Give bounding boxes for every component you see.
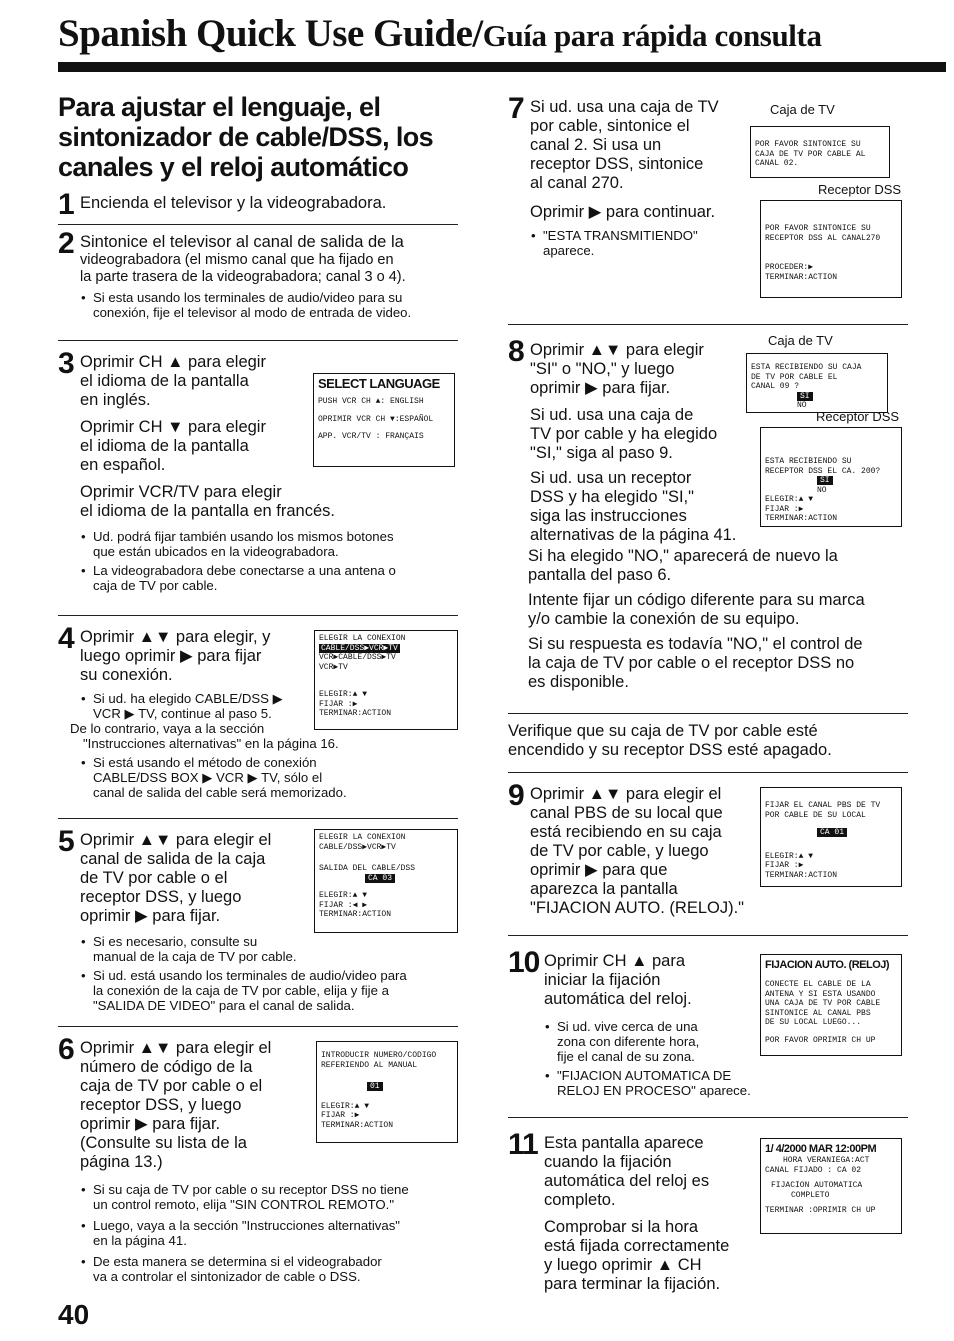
osd-line: ANTENA Y SI ESTA USANDO xyxy=(765,989,876,999)
bullet-line: • De esta manera se determina si el videograbador xyxy=(93,1254,382,1269)
note-text: encendido y su receptor DSS esté apagado. xyxy=(508,741,832,759)
step-text: "FIJACION AUTO. (RELOJ)." xyxy=(530,899,745,917)
page-number: 40 xyxy=(58,1299,90,1330)
osd-line: SALIDA DEL CABLE/DSS xyxy=(319,864,416,873)
osd-line: FIJAR :▶ xyxy=(319,699,358,709)
bullet-line: • Ud. podrá fijar también usando los mismos botones xyxy=(93,529,394,544)
osd-receiving-cable xyxy=(746,353,888,413)
step-number: 4 xyxy=(58,622,74,655)
osd-auto-clock xyxy=(760,954,902,1056)
step-number: 11 xyxy=(508,1128,538,1161)
bullet-line: va a controlar el sintonizador de cable o DSS. xyxy=(93,1269,361,1284)
step-text: "SI," siga al paso 9. xyxy=(530,444,673,462)
bullet-line: CABLE/DSS BOX ▶ VCR ▶ TV, sólo el xyxy=(93,770,323,785)
step-text: Si ud. usa una caja de TV xyxy=(530,98,719,116)
osd-line: ESTA RECIBIENDO SU CAJA xyxy=(751,363,862,372)
bullet-line: fije el canal de su zona. xyxy=(557,1049,695,1064)
verify-note xyxy=(508,714,908,773)
osd-option-no: NO xyxy=(797,401,807,410)
osd-line: CONECTE EL CABLE DE LA xyxy=(765,980,871,989)
bullet xyxy=(80,290,458,320)
label-dss: Receptor DSS xyxy=(816,409,900,424)
osd-line: TERMINAR:ACTION xyxy=(765,272,838,282)
bullet xyxy=(80,1182,458,1212)
bullet-line: • Si ud. vive cerca de una xyxy=(557,1019,698,1034)
step-text: cuando la fijación xyxy=(544,1153,672,1171)
osd-line: FIJACION AUTOMATICA xyxy=(771,1181,863,1190)
bullet-line: • Si es necesario, consulte su xyxy=(93,934,258,949)
osd-title: FIJACION AUTO. (RELOJ) xyxy=(765,959,890,971)
step-text: caja de TV por cable o el xyxy=(80,1077,263,1095)
step-7 xyxy=(508,92,908,325)
step-text: canal de salida de la caja xyxy=(80,850,266,868)
osd-line: FIJAR :▶ xyxy=(765,861,804,870)
step-text: Esta pantalla aparece xyxy=(544,1134,704,1152)
step-text: Encienda el televisor y la videograbadora. xyxy=(80,194,387,212)
osd-line: ELEGIR:▲ ▼ xyxy=(319,690,368,699)
osd-line: ESTA RECIBIENDO SU xyxy=(765,457,852,466)
osd-tune-dss xyxy=(760,200,902,298)
step-text: de TV por cable, y luego xyxy=(530,842,709,860)
step-text: es disponible. xyxy=(528,673,629,691)
note-text: Verifique que su caja de TV por cable esté xyxy=(508,722,818,740)
osd-line: POR FAVOR SINTONICE SU xyxy=(755,140,861,149)
bullet xyxy=(544,1068,908,1098)
osd-line: REFERIENDO AL MANUAL xyxy=(321,1060,418,1070)
osd-line: FIJAR :▶ xyxy=(765,504,804,514)
osd-line: PROCEDER:▶ xyxy=(765,263,814,272)
label-cable-box: Caja de TV xyxy=(770,102,835,117)
heading-line: Para ajustar el lenguaje, el xyxy=(58,92,381,122)
step-text: el idioma de la pantalla xyxy=(80,372,249,390)
osd-channel-chip: CA 03 xyxy=(365,874,395,883)
bullet-line: • "ESTA TRANSMITIENDO" xyxy=(543,228,698,243)
step-text: Oprimir ▲▼ para elegir el xyxy=(530,785,722,803)
osd-line: CAJA DE TV POR CABLE AL xyxy=(755,149,866,159)
right-column xyxy=(508,92,908,1314)
bullet-line: en la página 41. xyxy=(93,1233,187,1248)
bullet-line: manual de la caja de TV por cable. xyxy=(93,949,297,964)
step-text: automática del reloj es xyxy=(544,1172,710,1190)
step-text: Sintonice el televisor al canal de salida de la xyxy=(80,233,404,251)
step-text: Si su respuesta es todavía "NO," el control de xyxy=(528,635,863,653)
osd-line: ELEGIR:▲ ▼ xyxy=(765,495,814,504)
osd-line: RECEPTOR DSS AL CANAL270 xyxy=(765,233,881,243)
osd-line: TERMINAR:ACTION xyxy=(321,1120,394,1130)
bullet xyxy=(80,529,458,559)
osd-title: SELECT LANGUAGE xyxy=(318,376,440,391)
label-cable-box: Caja de TV xyxy=(768,333,833,348)
step-text: siga las instrucciones xyxy=(530,507,687,525)
osd-title: 1/ 4/2000 MAR 12:00PM xyxy=(765,1143,877,1155)
osd-line: FIJAR :◀ ▶ xyxy=(319,900,368,910)
step-text: para terminar la fijación. xyxy=(544,1275,721,1293)
step-text: de TV por cable o el xyxy=(80,869,228,887)
step-8 xyxy=(508,325,908,714)
osd-line: UNA CAJA DE TV POR CABLE xyxy=(765,999,881,1008)
osd-select-language xyxy=(313,373,455,467)
step-text: el idioma de la pantalla en francés. xyxy=(80,502,335,520)
osd-highlight: CABLE/DSS▶VCR▶TV xyxy=(321,643,398,653)
step-number: 1 xyxy=(58,188,74,221)
step-11 xyxy=(508,1118,908,1314)
bullet-line: VCR ▶ TV, continue al paso 5. xyxy=(93,706,272,721)
step-text: página 13.) xyxy=(80,1153,163,1171)
osd-line: POR FAVOR SINTONICE SU xyxy=(765,224,871,233)
step-text: "Instrucciones alternativas" en la página 16. xyxy=(83,736,339,751)
step-text: alternativas de la página 41. xyxy=(530,526,737,544)
title-rule xyxy=(58,62,946,72)
step-6 xyxy=(58,1027,458,1304)
osd-line: ELEGIR LA CONEXION xyxy=(319,634,406,643)
osd-line: FIJAR EL CANAL PBS DE TV xyxy=(765,801,881,810)
bullet-line: • Si esta usando los terminales de audio/video para su xyxy=(93,290,403,305)
bullet-line: la conexión de la caja de TV por cable, elija y fije a xyxy=(93,983,389,998)
step-text: iniciar la fijación xyxy=(544,971,661,989)
bullet-line: un control remoto, elija "SIN CONTROL REMOTO." xyxy=(93,1197,395,1212)
step-text: oprimir ▶ para fijar. xyxy=(80,1115,221,1133)
step-text: Oprimir CH ▲ para xyxy=(544,952,686,970)
osd-line: TERMINAR:ACTION xyxy=(765,514,838,523)
osd-option-si: SI xyxy=(817,476,833,485)
step-text: en español. xyxy=(80,456,166,474)
step-text: Oprimir ▲▼ para elegir xyxy=(530,341,704,359)
bullet xyxy=(80,563,458,593)
step-text: (Consulte su lista de la xyxy=(80,1134,247,1152)
step-text: Comprobar si la hora xyxy=(544,1218,699,1236)
step-text: y luego oprimir ▲ CH xyxy=(544,1256,702,1274)
bullet-line: "SALIDA DE VIDEO" para el canal de salida. xyxy=(93,998,355,1013)
step-text: DSS y ha elegido "SI," xyxy=(530,488,694,506)
osd-line: CANAL FIJADO : CA 02 xyxy=(765,1165,862,1175)
step-text: la parte trasera de la videograbadora; canal 3 o 4). xyxy=(80,269,406,285)
osd-line: TERMINAR:ACTION xyxy=(765,870,838,880)
osd-line: ELEGIR LA CONEXION xyxy=(319,833,406,842)
osd-line: SINTONICE AL CANAL PBS xyxy=(765,1008,871,1018)
left-column xyxy=(58,92,458,1304)
osd-tune-cable xyxy=(750,126,890,178)
osd-receiving-dss xyxy=(760,427,902,527)
osd-line: TERMINAR:ACTION xyxy=(319,910,392,919)
osd-enter-code xyxy=(316,1041,458,1143)
step-number: 2 xyxy=(58,227,74,260)
step-text: Si ud. usa una caja de xyxy=(530,406,694,424)
osd-line: APP. VCR/TV : FRANÇAIS xyxy=(318,432,424,441)
bullet xyxy=(80,1254,458,1284)
step-text: está recibiendo en su caja xyxy=(530,823,722,841)
step-number: 3 xyxy=(58,347,74,380)
step-number: 8 xyxy=(508,335,524,368)
step-2 xyxy=(58,225,458,341)
step-text: la caja de TV por cable o el receptor DSS no xyxy=(528,654,855,672)
bullet-line: que están ubicados en la videograbadora. xyxy=(93,544,339,559)
step-text: por cable, sintonice el xyxy=(530,117,690,135)
osd-line: DE TV POR CABLE EL xyxy=(751,372,838,382)
bullet-line: • La videograbadora debe conectarse a una antena o xyxy=(93,563,396,578)
bullet-line: canal de salida del cable será memorizado. xyxy=(93,785,347,800)
step-text: receptor DSS, y luego xyxy=(80,888,242,906)
step-text: receptor DSS, y luego xyxy=(80,1096,242,1114)
step-text: Si ha elegido "NO," aparecerá de nuevo la xyxy=(528,547,838,565)
bullet xyxy=(80,755,458,800)
bullet xyxy=(80,1218,458,1248)
step-text: oprimir ▶ para fijar. xyxy=(530,379,671,397)
osd-line: TERMINAR:ACTION xyxy=(319,709,392,718)
step-text: Intente fijar un código diferente para su marca xyxy=(528,591,865,609)
osd-line: POR FAVOR OPRIMIR CH UP xyxy=(765,1035,876,1045)
osd-channel-chip: CA 01 xyxy=(817,828,847,837)
bullet-line: • "FIJACION AUTOMATICA DE xyxy=(557,1068,732,1083)
bullet-line: conexión, fije el televisor al modo de entrada de video. xyxy=(93,305,412,320)
step-text: Oprimir ▲▼ para elegir el xyxy=(80,1039,272,1057)
step-text: su conexión. xyxy=(80,666,173,684)
step-text: canal 2. Si usa un xyxy=(530,136,662,154)
osd-line: INTRODUCIR NUMERO/CODIGO xyxy=(321,1051,437,1060)
osd-line: ELEGIR:▲ ▼ xyxy=(321,1101,370,1111)
step-text: Oprimir ▶ para continuar. xyxy=(530,203,716,221)
heading-line: sintonizador de cable/DSS, los xyxy=(58,122,434,152)
step-text: Oprimir CH ▲ para elegir xyxy=(80,353,266,371)
bullet xyxy=(80,934,458,964)
step-text: Oprimir VCR/TV para elegir xyxy=(80,483,282,501)
step-text: Oprimir CH ▼ para elegir xyxy=(80,418,266,436)
step-text: canal PBS de su local que xyxy=(530,804,723,822)
osd-line: VCR▶TV xyxy=(319,662,348,672)
step-text: Oprimir ▲▼ para elegir el xyxy=(80,831,272,849)
bullet-line: • Si está usando el método de conexión xyxy=(93,755,317,770)
osd-line: CANAL 09 ? xyxy=(751,382,800,391)
osd-line: CANAL 02. xyxy=(755,159,799,168)
step-text: número de código de la xyxy=(80,1058,253,1076)
bullet-line: aparece. xyxy=(543,243,595,258)
osd-clock-complete xyxy=(760,1138,902,1234)
osd-line: RECEPTOR DSS EL CA. 200? xyxy=(765,466,881,476)
osd-line: DE SU LOCAL LUEGO... xyxy=(765,1018,862,1027)
step-4 xyxy=(58,616,458,819)
step-3 xyxy=(58,341,458,616)
step-text: videograbadora (el mismo canal que ha fijado en xyxy=(80,252,394,268)
osd-line: OPRIMIR VCR CH ▼:ESPAÑOL xyxy=(318,414,434,424)
step-text: receptor DSS, sintonice xyxy=(530,155,704,173)
osd-cable-output xyxy=(314,829,458,933)
title-main: Spanish Quick Use Guide/ xyxy=(58,12,483,55)
bullet-line: caja de TV por cable. xyxy=(93,578,218,593)
step-text: en inglés. xyxy=(80,391,151,409)
osd-line: FIJAR :▶ xyxy=(321,1111,360,1120)
osd-line: COMPLETO xyxy=(791,1190,830,1200)
osd-code-chip: 01 xyxy=(367,1082,383,1091)
step-5 xyxy=(58,819,458,1027)
step-number: 9 xyxy=(508,779,524,812)
osd-line: POR CABLE DE SU LOCAL xyxy=(765,810,866,820)
osd-select-connection xyxy=(314,630,458,730)
step-number: 7 xyxy=(508,92,524,125)
step-1 xyxy=(58,188,458,225)
label-dss: Receptor DSS xyxy=(818,182,902,197)
step-text: oprimir ▶ para fijar. xyxy=(80,907,221,925)
step-text: el idioma de la pantalla xyxy=(80,437,249,455)
step-text: está fijada correctamente xyxy=(544,1237,730,1255)
bullet-line: • Luego, vaya a la sección "Instrucciones alternativas" xyxy=(93,1218,400,1233)
osd-line: ELEGIR:▲ ▼ xyxy=(765,851,814,861)
osd-line: VCR▶CABLE/DSS▶TV xyxy=(319,653,396,662)
osd-option-si: SI xyxy=(797,392,813,401)
step-text: oprimir ▶ para que xyxy=(530,861,668,879)
section-heading xyxy=(58,92,458,182)
step-text: automática del reloj. xyxy=(544,990,692,1008)
step-text: TV por cable y ha elegido xyxy=(530,425,718,443)
page-title xyxy=(58,14,938,53)
step-text: Oprimir ▲▼ para elegir, y xyxy=(80,628,271,646)
osd-line: ELEGIR:▲ ▼ xyxy=(319,891,368,900)
bullet xyxy=(80,968,458,1013)
step-text: "SI" o "NO," y luego xyxy=(530,360,675,378)
osd-line: PUSH VCR CH ▲: ENGLISH xyxy=(318,397,424,406)
step-text: y/o cambie la conexión de su equipo. xyxy=(528,610,800,628)
osd-line: TERMINAR :OPRIMIR CH UP xyxy=(765,1206,876,1215)
step-text: luego oprimir ▶ para fijar xyxy=(80,647,262,665)
step-text: completo. xyxy=(544,1191,616,1209)
bullet-line: • Si ud. ha elegido CABLE/DSS ▶ xyxy=(93,691,283,706)
step-number: 5 xyxy=(58,825,74,858)
osd-option-no: NO xyxy=(817,485,827,495)
osd-line: HORA VERANIEGA:ACT xyxy=(783,1156,870,1165)
step-number: 6 xyxy=(58,1033,74,1066)
step-text: pantalla del paso 6. xyxy=(528,566,672,584)
bullet-line: zona con diferente hora, xyxy=(557,1034,700,1049)
bullet-line: RELOJ EN PROCESO" aparece. xyxy=(557,1083,751,1098)
step-9 xyxy=(508,773,908,936)
title-sub: Guía para rápida consulta xyxy=(482,18,822,53)
step-10 xyxy=(508,936,908,1118)
step-number: 10 xyxy=(508,946,540,979)
bullet-line: • Si ud. está usando los terminales de audio/video para xyxy=(93,968,407,983)
step-text: Si ud. usa un receptor xyxy=(530,469,692,487)
heading-line: canales y el reloj automático xyxy=(58,152,409,182)
osd-line: CABLE/DSS▶VCR▶TV xyxy=(319,842,396,852)
step-text: aparezca la pantalla xyxy=(530,880,678,898)
osd-pbs-channel xyxy=(760,787,902,887)
bullet-line: • Si su caja de TV por cable o su receptor DSS no tiene xyxy=(93,1182,409,1197)
step-text: al canal 270. xyxy=(530,174,624,192)
step-text: De lo contrario, vaya a la sección xyxy=(70,721,265,736)
